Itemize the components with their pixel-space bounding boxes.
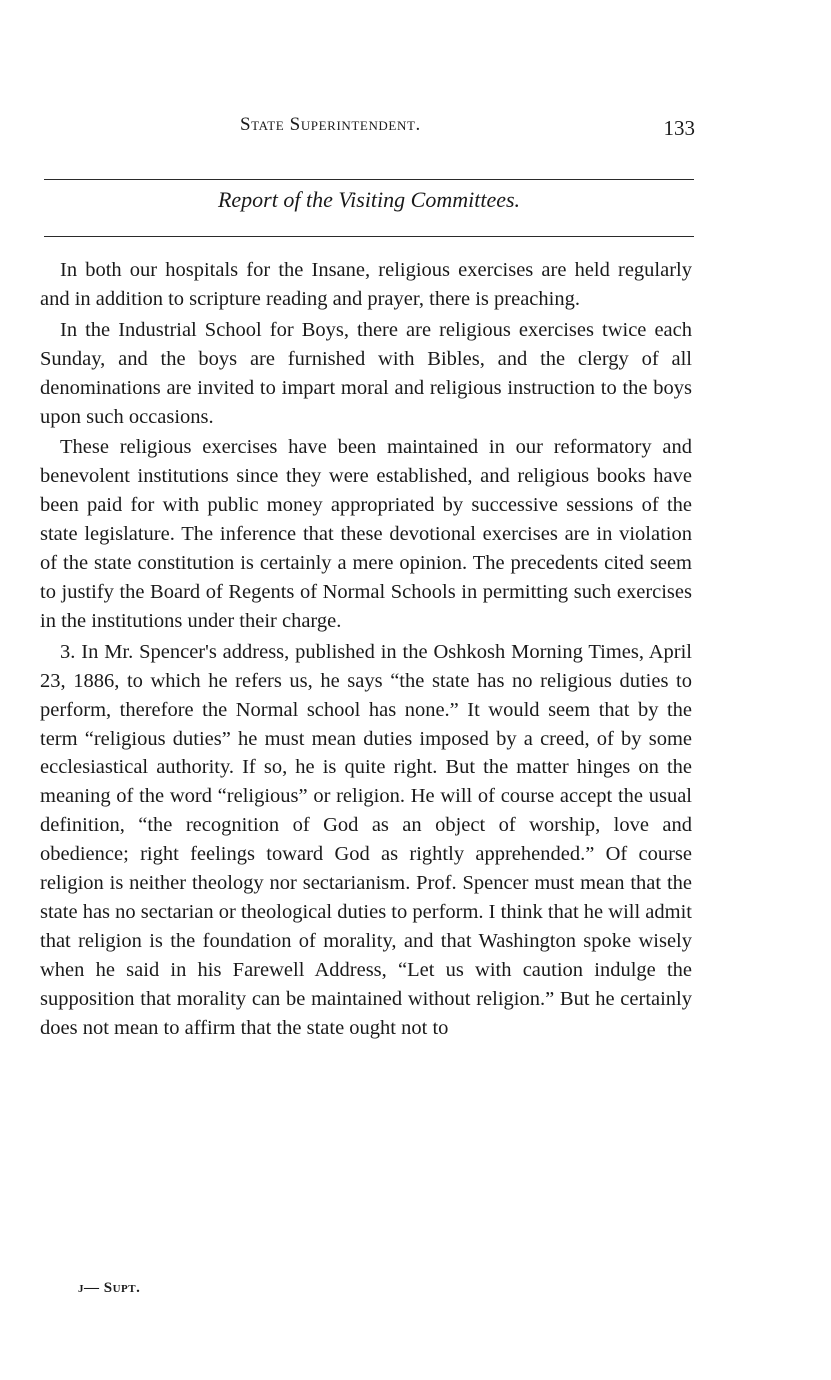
running-title: State Superintendent. <box>240 114 421 135</box>
paragraph-religious-exercises: These religious exercises have been maintained in our reformatory and benevolent institutions since they were established, and religious books have been paid for with public money appropriated by successive sessions of the state legislature. The inference that these devotional exercises are in violation of the state constitution is certainly a mere opinion. The precedents cited seem to justify the Board of Regents of Normal Schools in permitting such exercises in the institutions under their charge. <box>40 436 692 632</box>
body-text <box>40 256 692 1042</box>
paragraph-industrial-school: In the Industrial School for Boys, there are religious exercises twice each Sunday, and the boys are furnished with Bibles, and the clergy of all denominations are invited to impart moral and religious instruction to the boys upon such occasions. <box>40 318 692 428</box>
page-number: 133 <box>663 116 695 140</box>
paragraph-spencer-address: 3. In Mr. Spencer's address, published in the Oshkosh Morning Times, April 23, 1886, to which he refers us, he says “the state has no religious duties to perform, therefore the Normal school has none.” It would seem that by the term “religious duties” he must mean duties imposed by a creed, of by some ecclesiastical authority. If so, he is quite right. But the matter hinges on the meaning of the word “religious” or religion. He will of course accept the usual definition, “the recognition of God as an object of worship, love and obedience; right feelings toward God as rightly apprehended.” Of course religion is neither theology nor sectarianism. Prof. Spencer must mean that the state has no sectarian or theological duties to perform. I think that he will admit that religion is the foundation of morality, and that Washington spoke wisely when he said in his Farewell Address, “Let us with caution indulge the supposition that morality can be maintained without religion.” But he certainly does not mean to affirm that the state ought not to <box>40 640 692 1039</box>
section-title: Report of the Visiting Committees. <box>217 187 521 212</box>
signature-mark: j— Supt. <box>78 1280 141 1296</box>
top-rule <box>44 179 694 180</box>
page-header <box>40 114 695 146</box>
bottom-rule <box>44 236 694 237</box>
paragraph-hospitals: In both our hospitals for the Insane, religious exercises are held regularly and in addition to scripture reading and prayer, there is preaching. <box>40 259 692 310</box>
